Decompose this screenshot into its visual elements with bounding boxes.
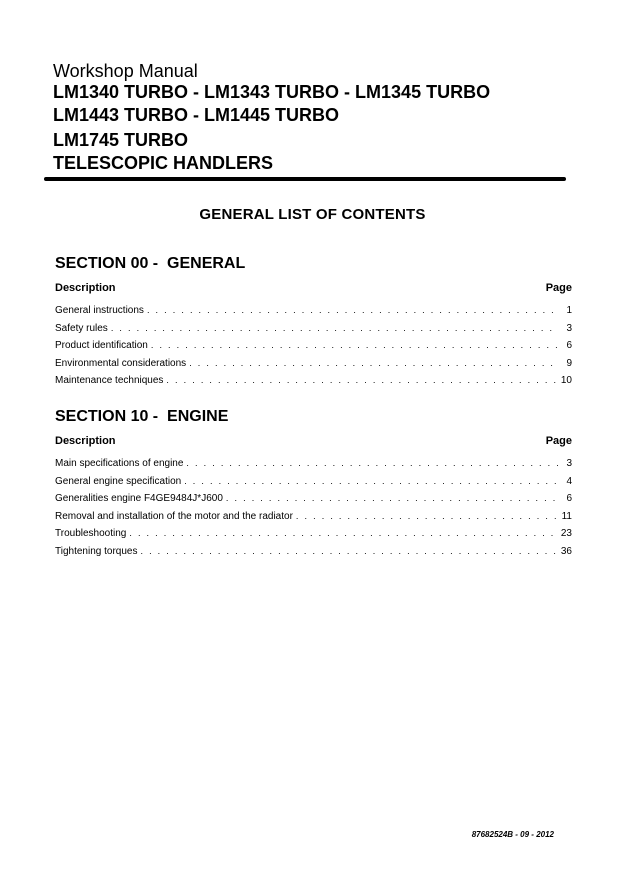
leader-dots <box>186 458 558 468</box>
contents-entry[interactable] <box>55 358 572 376</box>
leader-dots <box>189 358 558 368</box>
entry-label: General instructions <box>55 305 144 316</box>
product-type: TELESCOPIC HANDLERS <box>53 153 274 173</box>
section-engine <box>55 408 572 564</box>
entry-label: General engine specification <box>55 475 182 487</box>
leader-dots <box>111 323 558 333</box>
document-code: 87682524B - 09 - 2012 <box>471 830 554 839</box>
leader-dots <box>151 340 558 350</box>
contents-entry[interactable] <box>55 323 572 341</box>
contents-list <box>55 458 572 564</box>
page-column-label: Page <box>545 435 572 447</box>
entry-label: Tightening torques <box>55 545 138 557</box>
entry-page: 9 <box>566 357 572 369</box>
leader-dots <box>147 305 558 315</box>
leader-dots <box>184 476 558 486</box>
section-general <box>55 255 572 393</box>
model-line-1: LM1340 TURBO - LM1343 TURBO - LM1345 TURBO <box>53 82 491 102</box>
entry-page: 10 <box>560 375 572 387</box>
contents-entry[interactable] <box>55 458 572 476</box>
entry-page: 11 <box>561 510 572 522</box>
contents-entry[interactable] <box>55 375 572 393</box>
entry-page: 3 <box>566 458 572 469</box>
manual-header <box>53 62 573 174</box>
contents-entry[interactable] <box>55 528 572 546</box>
entry-label: Main specifications of engine <box>55 458 184 469</box>
entry-page: 6 <box>566 493 572 505</box>
entry-page: 36 <box>560 545 572 557</box>
leader-dots <box>296 511 558 521</box>
entry-page: 6 <box>566 340 572 352</box>
entry-label: Generalities engine F4GE9484J*J600 <box>55 493 223 505</box>
entry-label: Troubleshooting <box>55 528 127 540</box>
contents-entry[interactable] <box>55 305 572 323</box>
leader-dots <box>140 546 556 556</box>
leader-dots <box>166 375 556 385</box>
entry-label: Removal and installation of the motor and the radiator <box>55 510 293 522</box>
description-column-label: Description <box>55 435 116 447</box>
section-heading: SECTION 00 - GENERAL <box>55 255 246 272</box>
model-line-2: LM1443 TURBO - LM1445 TURBO <box>53 105 340 125</box>
contents-entry[interactable] <box>55 546 572 564</box>
column-header <box>55 435 572 449</box>
contents-list <box>55 305 572 393</box>
leader-dots <box>129 528 557 538</box>
header-rule <box>44 177 566 181</box>
entry-label: Environmental considerations <box>55 357 187 369</box>
contents-entry[interactable] <box>55 493 572 511</box>
contents-entry[interactable] <box>55 340 572 358</box>
entry-label: Maintenance techniques <box>55 375 164 387</box>
contents-title: GENERAL LIST OF CONTENTS <box>199 206 426 223</box>
column-header <box>55 282 572 296</box>
contents-entry[interactable] <box>55 511 572 529</box>
entry-page: 3 <box>566 322 572 334</box>
entry-label: Safety rules <box>55 322 108 334</box>
contents-entry[interactable] <box>55 476 572 494</box>
description-column-label: Description <box>55 282 116 294</box>
section-heading: SECTION 10 - ENGINE <box>55 408 229 425</box>
entry-page: 4 <box>566 475 572 487</box>
manual-title: Workshop Manual <box>53 61 198 81</box>
entry-label: Product identification <box>55 340 148 352</box>
model-line-3: LM1745 TURBO <box>53 130 189 150</box>
entry-page: 1 <box>566 305 572 316</box>
leader-dots <box>226 493 558 503</box>
entry-page: 23 <box>560 528 572 540</box>
page-column-label: Page <box>545 282 572 294</box>
